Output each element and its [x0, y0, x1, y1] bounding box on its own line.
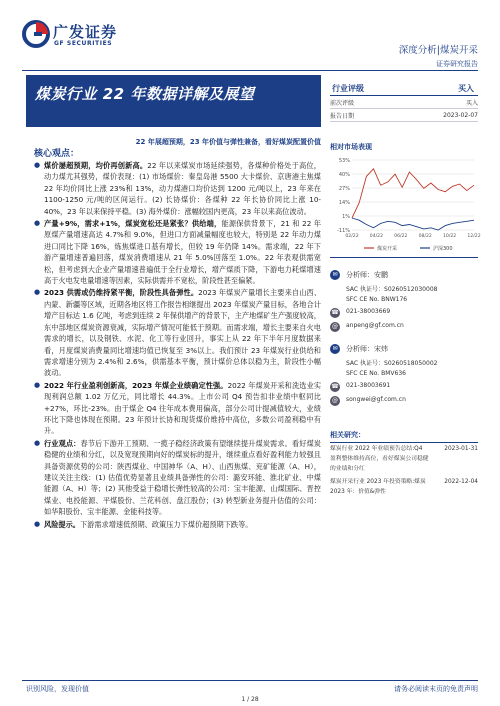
paragraph-lead: 2022 年行业盈利创新高，2023 年煤企业绩确定性强。 [44, 380, 228, 390]
core-paragraph [34, 218, 321, 286]
chart-y-tick: 27% [338, 186, 350, 192]
analyst-name: 分析师：安鹏 [346, 271, 388, 279]
chart-legend-label: 沪深300 [433, 246, 453, 252]
related-item-date: 2022-12-04 [444, 479, 478, 485]
paragraph-lead: 行业观点： [44, 438, 81, 448]
bullet-icon: ● [34, 219, 41, 228]
rating-box [330, 80, 478, 122]
rating-label: 行业评级 [332, 84, 364, 93]
logo-text-en: GF SECURITIES [54, 40, 113, 47]
email-icon: @ [332, 323, 338, 330]
paragraph-text: 2022 年煤炭开采和洗选业实现利润总额 1.02 万亿元，同比增长 44.3%。上市公司 Q4 预告扣非业绩中枢同比+27%，环比-23%。由于煤企 Q4 往年成本费用偏高，部分公司计提减值较大，业绩环比下降也体现在预期。23 年预计长协和现货煤价维持中高位，多数公司盈利稳中有升。 [44, 380, 322, 436]
title-banner [26, 75, 321, 127]
person-icon: ✉ [330, 270, 340, 280]
rating-row-value: 2023-02-07 [443, 111, 478, 119]
chart-series-line [352, 218, 474, 230]
chart-y-tick: 14% [338, 200, 350, 206]
core-paragraph [34, 519, 321, 530]
report-subtitle: 22 年展超预期，23 年价值与弹性兼备，看好煤炭配置价值 [135, 138, 321, 146]
core-paragraph [34, 380, 321, 437]
core-views-title: 核心观点： [34, 149, 80, 159]
chart-x-tick: 08/22 [418, 234, 432, 239]
chart-title: 相对市场表现 [330, 143, 372, 151]
email-icon: @ [332, 397, 338, 404]
core-views-body [34, 160, 321, 531]
rating-row-previous [330, 96, 478, 109]
chart-y-tick: 53% [338, 158, 350, 164]
chart-x-tick: 02/22 [345, 234, 359, 239]
chart-y-tick: -11% [337, 228, 350, 234]
analyst-sfc: SFC CE No. BNW176 [346, 296, 408, 303]
bullet-icon: ● [34, 161, 41, 169]
analyst-email[interactable]: songwei@gf.com.cn [346, 396, 406, 403]
paragraph-lead: 煤价屡超预期，均价再创新高。 [44, 161, 148, 170]
report-category: 深度分析|煤炭开采 [398, 45, 478, 56]
logo-text-cn: 广发证券 [53, 23, 118, 41]
chart-x-tick: 04/22 [369, 234, 384, 239]
rating-row-value: 买入 [465, 99, 478, 107]
chart-y-tick: 40% [338, 172, 350, 178]
analyst-list [330, 270, 478, 418]
core-paragraph [34, 160, 321, 217]
chart-legend-label: 煤炭开采 [377, 246, 398, 252]
phone-icon: ☎ [331, 383, 339, 390]
chart-x-tick: 10/22 [442, 234, 457, 239]
analyst-phone: 021-38003669 [346, 308, 391, 315]
core-paragraph [34, 438, 321, 518]
footer-divider [22, 680, 478, 681]
relative-performance-chart [330, 154, 481, 258]
analyst-sfc: SFC CE No. BMV636 [346, 370, 406, 377]
paragraph-text: 能源保供背景下，21 和 22 年原煤产量增速高达 4.7%和 9.0%，但进口方面减量幅度也较大，特别是 22 年动力煤进口同比下降 16%，炼焦煤进口基有增长，但较 19 年仍降 14%。需求端，22 年下游产量增速普遍回落，煤炭消费增速从 21 年 5.0%回落至 1.0%。22 年表观供需宽松，但考虑到大企业产量增速普遍低于全行业增长，增产煤质下降，下游电力耗煤增速高于火电发电量增速等因素，实际供需并不宽松，阶段性甚至偏紧。 [44, 219, 322, 286]
analyst-phone: 021-38003691 [346, 382, 391, 389]
analyst-card [330, 344, 478, 412]
bullet-icon: ● [34, 438, 41, 447]
chart-x-tick: 06/22 [394, 234, 408, 239]
related-item[interactable] [330, 444, 478, 474]
rating-header [330, 80, 478, 96]
footer-slogan: 识别风险，发现价值 [26, 685, 89, 693]
analyst-card [330, 270, 478, 338]
gf-logo-icon [22, 20, 50, 48]
core-paragraph [34, 287, 321, 378]
related-research-list [330, 444, 478, 500]
paragraph-lead: 产量+9%，需求+1%，煤炭宽松还是紧张？供给端， [44, 219, 222, 229]
related-research-title: 相关研究： [330, 430, 478, 443]
chart-x-tick: 12/22 [467, 234, 481, 239]
paragraph-text: 春节后下游开工预期、一揽子稳经济政策有望继续提升煤炭需求。看好煤炭稳健的业绩和分红，以及宽现预期向好的煤炭标的提升，继续重点看好盈利能力较强且具备资源优势的公司：陕西煤业、中国神华（A、H）、山西焦煤、兖矿能源（A、H），建议关注主线：(1) 估值优势显著且业绩具备弹性的公司：潞安环能、淮北矿业、中煤能源（A、H）等；(2) 其他受益于稳增长弹性较高的公司：宝丰能源、山煤国际、晋控煤业、电投能源、平煤股份、兰花科创、盘江股份；(3) 转型新业务提升估值的公司：如华阳股份、宝丰能源、金能科技等。 [44, 438, 321, 517]
related-item[interactable] [330, 477, 478, 497]
paragraph-lead: 风险提示。 [44, 519, 80, 529]
paragraph-text: 下游需求增速低预期、政策压力下煤价超预期下跌等。 [79, 519, 253, 529]
rating-row-date [330, 109, 478, 122]
footer-disclaimer: 请务必阅读末页的免责声明 [394, 685, 478, 693]
analyst-sac: SAC 执证号：S0260512030008 [346, 286, 438, 293]
person-icon: ✉ [330, 344, 340, 354]
analyst-name: 分析师：宋炜 [346, 345, 388, 353]
chart-svg [330, 154, 481, 258]
page-number: 1 / 28 [241, 696, 259, 703]
rating-value: 买入 [458, 84, 474, 93]
related-item-text: 煤炭行业 2022 年业绩预告总结:Q4 盈利整体维持高位，看好煤炭公司稳健的业绩和分红 [330, 446, 429, 472]
rating-row-label: 前次评级 [330, 99, 355, 107]
paragraph-text: 22 年以来煤炭市场延续强势，各煤种价格处于高位，动力煤尤其强势，煤价表现：(1) 市场煤价：秦皇岛港 5500 大卡煤价、京唐港主焦煤 22 年均价同比上涨 23%和 13%，动力煤港口均价达到 1200 元/吨以上，23 年来在 1100-1250 元/吨的区间运行。(2) 长协煤价：各煤种 22 年长协价同比上涨 10-40%，23 年以来保持平稳。(3) 海外煤价：涨幅较国内更高，23 年以来高位波动。 [44, 161, 321, 216]
report-type: 证券研究报告 [436, 60, 478, 68]
phone-icon: ☎ [331, 309, 339, 316]
header-divider [22, 70, 478, 71]
chart-y-tick: 1% [342, 214, 350, 220]
bullet-icon: ● [34, 519, 41, 528]
paragraph-lead: 2023 供需或仍维持紧平衡，阶段性具备弹性。 [44, 288, 199, 298]
related-item-date: 2023-01-31 [444, 446, 478, 452]
analyst-sac: SAC 执证号：S0260518050002 [346, 360, 438, 367]
report-title: 煤炭行业 22 年数据详解及展望 [35, 85, 255, 103]
chart-series-line [352, 169, 474, 218]
analyst-email[interactable]: anpeng@gf.com.cn [346, 322, 404, 329]
company-logo [22, 20, 132, 50]
bullet-icon: ● [34, 380, 41, 389]
related-item-text: 煤炭开采行业 2023 年投资策略:煤炭 2023 年：价值&弹性 [330, 479, 426, 495]
bullet-icon: ● [34, 288, 41, 297]
paragraph-text: 2023 年煤炭产量增长主要来自山西、内蒙、新疆等区域，近期各地区将工作报告相继提出 2023 年煤炭产量目标，各地合计增产目标达 1.6 亿吨，考虑到连续 2 年保供增产的背景下，主产地煤矿生产强度较高，东中部地区煤炭资源衰减，实际增产情况可能低于预期。而需求端，增长主要来自火电需求的增长，以及钢铁、水泥、化工等行业回升，事实上从 22 年下半年月度数据来看，月度煤炭消费量同比增速均值已恢复至 3%以上。我们预计 23 年煤炭行业供给和需求增速分别为 2.4%和 2.6%，供需基本平衡，预计煤价总体以稳为主，阶段性小幅波动。 [44, 288, 322, 378]
rating-row-label: 报告日期 [330, 112, 355, 120]
